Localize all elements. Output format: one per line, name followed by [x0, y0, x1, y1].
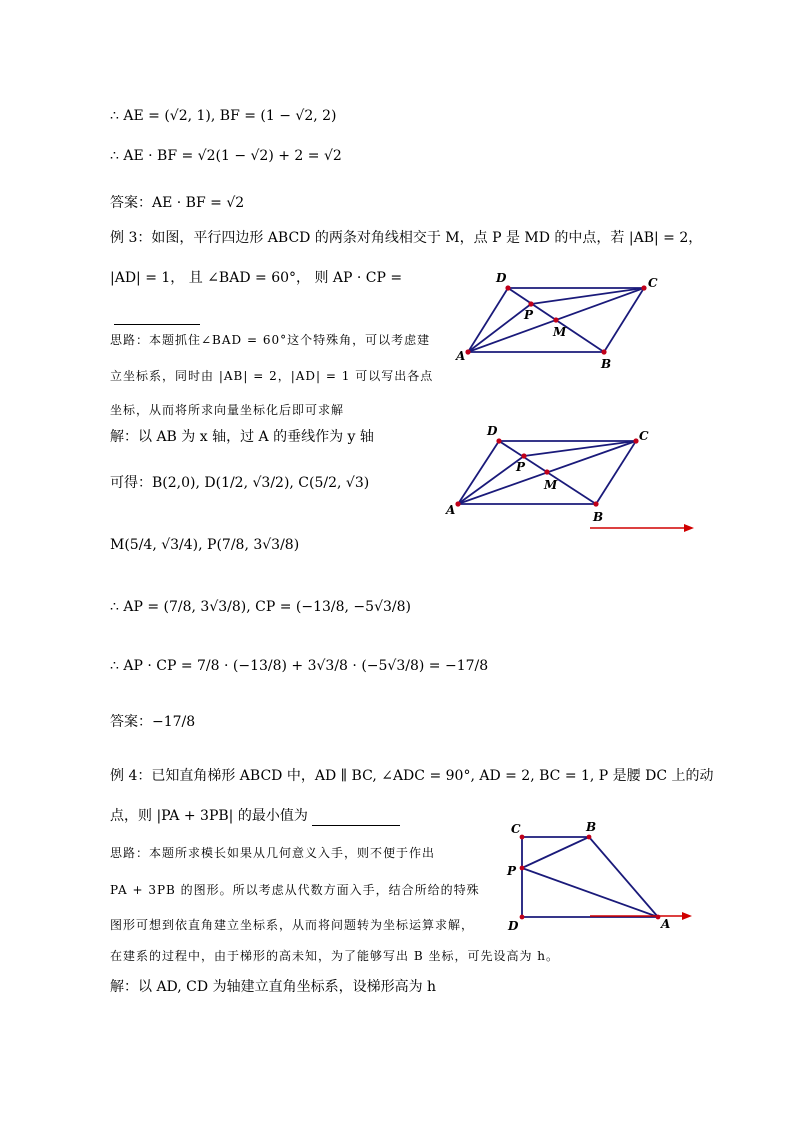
label-c: C	[511, 822, 521, 836]
text-line	[110, 806, 400, 826]
x-axis-arrow	[590, 524, 694, 532]
label-a: A	[446, 503, 456, 517]
label-d: D	[496, 271, 507, 285]
trapezoid-figure	[500, 818, 700, 933]
hint-line: 立坐标系，同时由 |AB| = 2，|AD| = 1 可以写出各点	[110, 369, 434, 383]
question-text: 点，则 |PA + 3PB| 的最小值为	[110, 808, 308, 824]
hint-line: PA + 3PB 的图形。所以考虑从代数方面入手，结合所给的特殊	[110, 883, 480, 897]
hint-line: 坐标，从而将所求向量坐标化后即可求解	[110, 403, 345, 417]
example-3-line: 例 3：如图，平行四边形 ABCD 的两条对角线相交于 M，点 P 是 MD 的中点，若 |AB| = 2，	[110, 230, 703, 246]
segment-ap	[458, 456, 524, 504]
label-m: M	[544, 478, 558, 492]
x-axis-arrow	[590, 912, 692, 920]
label-b: B	[593, 510, 604, 524]
solution-line: M(5/4, √3/4), P(7/8, 3√3/8)	[110, 537, 300, 553]
label-a: A	[661, 917, 671, 931]
label-d: D	[487, 424, 498, 438]
label-b: B	[601, 357, 612, 371]
parallelogram-figure-2	[440, 420, 700, 535]
label-m: M	[553, 325, 567, 339]
solution-line: 可得：B(2,0), D(1/2, √3/2), C(5/2, √3)	[110, 475, 370, 491]
side-da	[458, 441, 499, 504]
parallelogram-figure-1	[450, 265, 670, 380]
label-d: D	[508, 919, 519, 933]
answer-blank	[114, 305, 200, 325]
hint-line: 思路：本题所求模长如果从几何意义入手，则不便于作出	[110, 846, 436, 860]
label-c: C	[648, 276, 658, 290]
segment-ap	[468, 304, 531, 352]
label-c: C	[639, 429, 649, 443]
hint-line: 图形可想到依直角建立坐标系，从而将问题转为坐标运算求解，	[110, 918, 475, 932]
side-bc	[596, 441, 636, 504]
text-line: ∴ AE = (√2, 1), BF = (1 − √2, 2)	[110, 108, 337, 124]
example-4-line: 例 4：已知直角梯形 ABCD 中，AD ∥ BC, ∠ADC = 90°, AD = 2, BC = 1, P 是腰 DC 上的动	[110, 768, 714, 784]
label-p: P	[507, 864, 517, 878]
answer-line: 答案：AE · BF = √2	[110, 195, 245, 211]
segment-pb	[522, 837, 589, 868]
hint-line: 在建系的过程中，由于梯形的高未知，为了能够写出 B 坐标，可先设高为 h。	[110, 949, 559, 963]
label-p: P	[516, 460, 526, 474]
answer-blank	[312, 813, 400, 826]
solution-line: 解：以 AD, CD 为轴建立直角坐标系，设梯形高为 h	[110, 979, 437, 995]
segment-pc	[531, 288, 644, 304]
answer-line: 答案：−17/8	[110, 714, 196, 730]
solution-line: ∴ AP · CP = 7/8 · (−13/8) + 3√3/8 · (−5√3/8) = −17/8	[110, 658, 489, 674]
text-line: ∴ AE · BF = √2(1 − √2) + 2 = √2	[110, 148, 342, 164]
label-p: P	[524, 308, 534, 322]
segment-pc	[524, 441, 636, 456]
text-line: |AD| = 1， 且 ∠BAD = 60°， 则 AP · CP =	[110, 270, 403, 286]
hint-line: 思路：本题抓住∠BAD = 60°这个特殊角，可以考虑建	[110, 333, 431, 347]
side-bc	[604, 288, 644, 352]
solution-line: ∴ AP = (7/8, 3√3/8), CP = (−13/8, −5√3/8)	[110, 599, 411, 615]
label-b: B	[586, 820, 597, 834]
label-a: A	[456, 349, 466, 363]
solution-line: 解：以 AB 为 x 轴，过 A 的垂线作为 y 轴	[110, 429, 374, 445]
side-da	[468, 288, 508, 352]
